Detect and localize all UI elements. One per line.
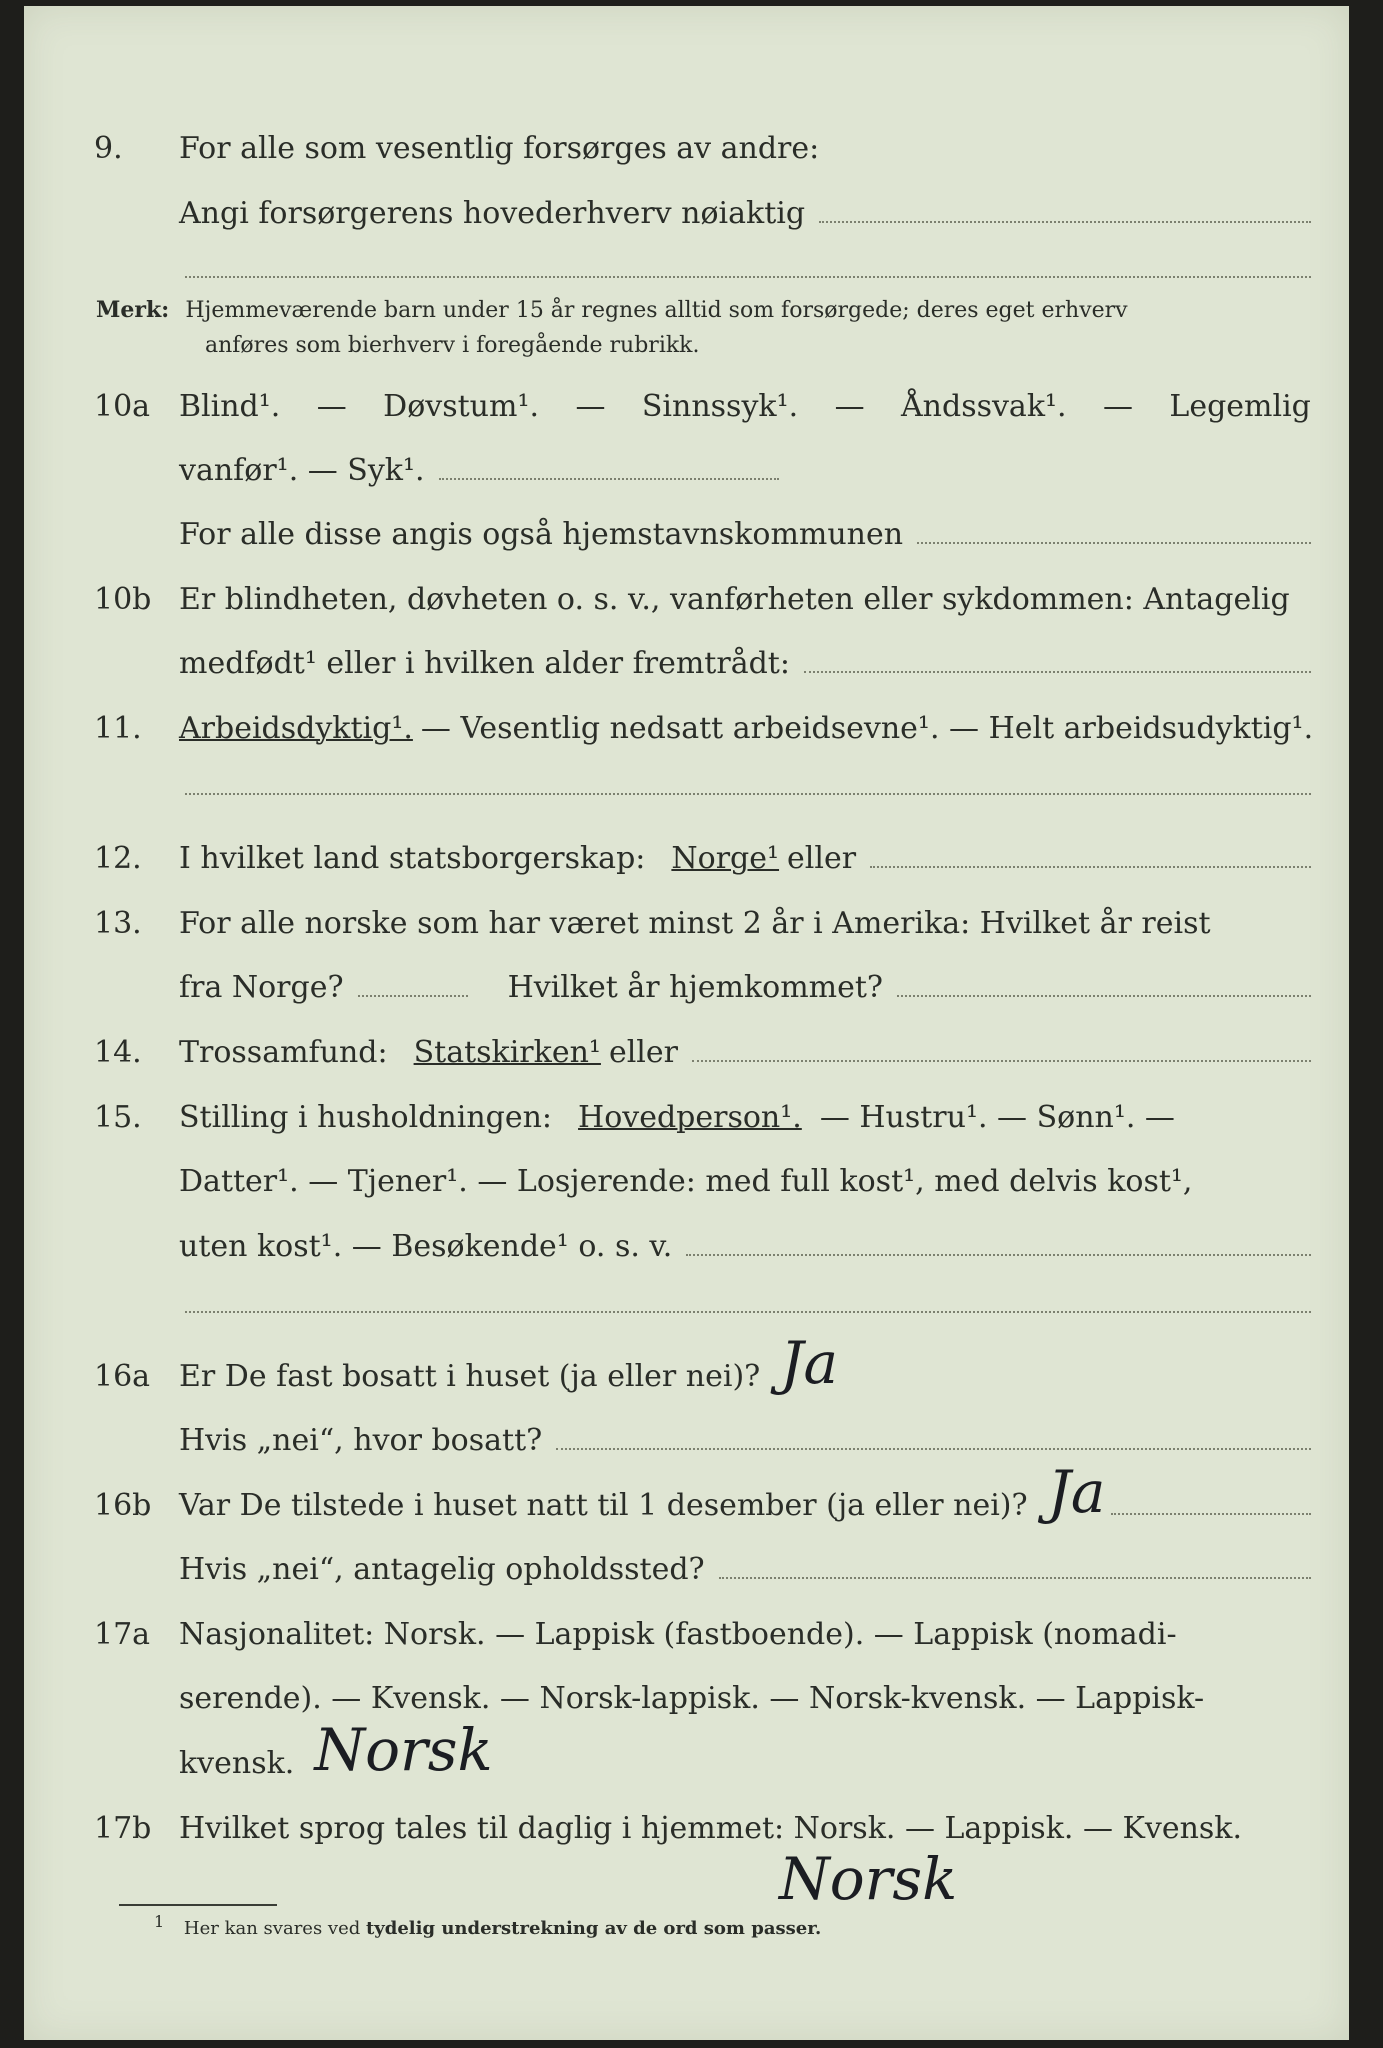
q17a-text2: serende). — Kvensk. — Norsk-lappisk. — Norsk-kvensk. — Lappisk- — [179, 1681, 1205, 1716]
q9-line3 — [179, 234, 1311, 284]
q15-text2: Datter¹. — Tjener¹. — Losjerende: med full kost¹, med delvis kost¹, — [179, 1164, 1193, 1199]
q11-option-underlined: Arbeidsdyktig¹. — [179, 711, 413, 746]
q13-number: 13. — [94, 906, 142, 941]
q10b-text1: Er blindheten, døvheten o. s. v., vanførheten eller sykdommen: Antagelig — [179, 582, 1290, 617]
q15-text1b: — Hustru¹. — Sønn¹. — — [819, 1100, 1175, 1135]
q13-hjemkommet-field[interactable] — [897, 995, 1311, 997]
q17b-line1 — [94, 1794, 1311, 1846]
q10b-line1 — [94, 565, 1311, 617]
q16b-line2 — [179, 1535, 1311, 1585]
q17b-number: 17b — [94, 1811, 152, 1846]
q10a-opt: Sinnssyk¹. — [641, 389, 799, 424]
q13-text2a: fra Norge? — [179, 970, 344, 1005]
footnote-text-b: tydelig understrekning av de ord som passer. — [365, 1918, 822, 1939]
q14-line — [94, 1018, 1311, 1070]
merk-note — [96, 293, 1311, 363]
q17a-text1: Nasjonalitet: Norsk. — Lappisk (fastboende). — Lappisk (nomadi- — [179, 1617, 1177, 1652]
q10a-dash: — — [575, 389, 606, 424]
q15-number: 15. — [94, 1100, 142, 1135]
census-form-page — [24, 6, 1349, 2040]
q16a-answer-field[interactable] — [556, 1448, 1311, 1450]
q10a-line1 — [94, 372, 1311, 424]
q15-text3: uten kost¹. — Besøkende¹ o. s. v. — [179, 1229, 673, 1264]
q15-answer-field-2[interactable] — [185, 1311, 1311, 1313]
q11-line1 — [94, 694, 1314, 746]
q11-line2 — [179, 751, 1311, 801]
q16b-handwritten-answer: Ja — [1047, 1458, 1106, 1526]
q13-text1: For alle norske som har været minst 2 år i Amerika: Hvilket år reist — [179, 906, 1211, 941]
q13-reist-field[interactable] — [358, 995, 468, 997]
q9-line2 — [179, 179, 1311, 229]
q11-rest: — Vesentlig nedsatt arbeidsevne¹. — Helt arbeidsudyktig¹. — [420, 711, 1314, 746]
q12-option-underlined: Norge¹ — [671, 841, 780, 876]
q13-text2b: Hvilket år hjemkommet? — [507, 970, 884, 1005]
footnote-rule — [119, 1904, 277, 1906]
q11-answer-field[interactable] — [185, 793, 1311, 795]
q15-answer-field[interactable] — [686, 1254, 1311, 1256]
q14-tail: eller — [608, 1035, 678, 1070]
q16b-text1: Var De tilstede i huset natt til 1 desember (ja eller nei)? — [179, 1488, 1028, 1523]
footnote — [154, 1912, 822, 1939]
q14-number: 14. — [94, 1035, 142, 1070]
q10b-number: 10b — [94, 582, 152, 617]
q16a-line1 — [94, 1329, 1311, 1397]
q15-line1 — [94, 1083, 1311, 1135]
q17a-line2 — [179, 1664, 1311, 1714]
q10a-line2 — [179, 436, 1311, 486]
q10a-opt: Døvstum¹. — [383, 389, 540, 424]
q14-option-underlined: Statskirken¹ — [413, 1035, 601, 1070]
q16a-line2 — [179, 1406, 1311, 1456]
q16b-number: 16b — [94, 1488, 152, 1523]
q12-tail: eller — [787, 841, 857, 876]
q14-text: Trossamfund: — [179, 1035, 388, 1070]
q15-line4 — [179, 1269, 1311, 1319]
q17a-line1 — [94, 1600, 1311, 1652]
q17a-line3 — [179, 1716, 1311, 1784]
q17b-text1: Hvilket sprog tales til daglig i hjemmet: Norsk. — Lappisk. — Kvensk. — [179, 1811, 1243, 1846]
q16a-handwritten-answer: Ja — [780, 1329, 839, 1397]
q10a-opt: Legemlig — [1169, 389, 1311, 424]
merk-label: Merk: — [96, 297, 170, 323]
q12-line — [94, 824, 1311, 876]
q12-answer-field[interactable] — [870, 866, 1311, 868]
q15-line2 — [179, 1147, 1311, 1197]
q16b-opholdssted-field[interactable] — [719, 1577, 1311, 1579]
q17b-handwritten-answer: Norsk — [779, 1845, 958, 1913]
q15-option-underlined: Hovedperson¹. — [578, 1100, 802, 1135]
q17a-text3: kvensk. — [179, 1746, 295, 1781]
merk-text2: anføres som bierhverv i foregående rubrikk. — [205, 333, 700, 358]
q10a-text3: For alle disse angis også hjemstavnskommunen — [179, 517, 904, 552]
q10a-text2: vanfør¹. — Syk¹. — [179, 453, 425, 488]
q16b-answer-field[interactable] — [1111, 1513, 1311, 1515]
q9-answer-field[interactable] — [819, 221, 1311, 223]
q12-text: I hvilket land statsborgerskap: — [179, 841, 646, 876]
footnote-text-a: Her kan svares ved — [183, 1918, 361, 1939]
q16a-number: 16a — [94, 1359, 151, 1394]
q17a-handwritten-answer: Norsk — [314, 1716, 493, 1784]
q10b-line2 — [179, 629, 1311, 679]
q16b-text2: Hvis „nei“, antagelig opholdssted? — [179, 1552, 705, 1587]
q13-line1 — [94, 889, 1311, 941]
q10a-dash: — — [834, 389, 865, 424]
merk-text1: Hjemmeværende barn under 15 år regnes alltid som forsørgede; deres eget erhverv — [185, 298, 1128, 323]
q10a-dash: — — [1102, 389, 1133, 424]
q13-line2 — [179, 953, 1311, 1003]
q11-number: 11. — [94, 711, 142, 746]
q16a-text1: Er De fast bosatt i huset (ja eller nei)? — [179, 1359, 761, 1394]
q9-line1 — [94, 114, 1311, 166]
q9-number: 9. — [94, 131, 123, 166]
q15-line3 — [179, 1212, 1311, 1262]
q9-text1: For alle som vesentlig forsørges av andre: — [179, 131, 820, 166]
q10a-hjemstavn-field[interactable] — [917, 542, 1311, 544]
q17a-number: 17a — [94, 1617, 151, 1652]
q14-answer-field[interactable] — [692, 1060, 1311, 1062]
q10b-text2: medfødt¹ eller i hvilken alder fremtrådt: — [179, 646, 790, 681]
q17b-line2 — [779, 1845, 1311, 1913]
q10a-answer-field[interactable] — [439, 478, 779, 480]
q10a-line3 — [179, 500, 1311, 550]
q10a-number: 10a — [94, 389, 151, 424]
q16a-text2: Hvis „nei“, hvor bosatt? — [179, 1423, 543, 1458]
q10a-opt: Blind¹. — [179, 389, 281, 424]
q9-text2: Angi forsørgerens hovederhverv nøiaktig — [179, 196, 806, 231]
q12-number: 12. — [94, 841, 142, 876]
q10a-opt: Åndssvak¹. — [901, 389, 1067, 424]
q10a-dash: — — [316, 389, 347, 424]
q16b-line1 — [94, 1458, 1311, 1526]
q9-answer-field-2[interactable] — [185, 276, 1311, 278]
q10b-answer-field[interactable] — [804, 671, 1311, 673]
footnote-mark: 1 — [154, 1912, 165, 1931]
q15-text1a: Stilling i husholdningen: — [179, 1100, 553, 1135]
